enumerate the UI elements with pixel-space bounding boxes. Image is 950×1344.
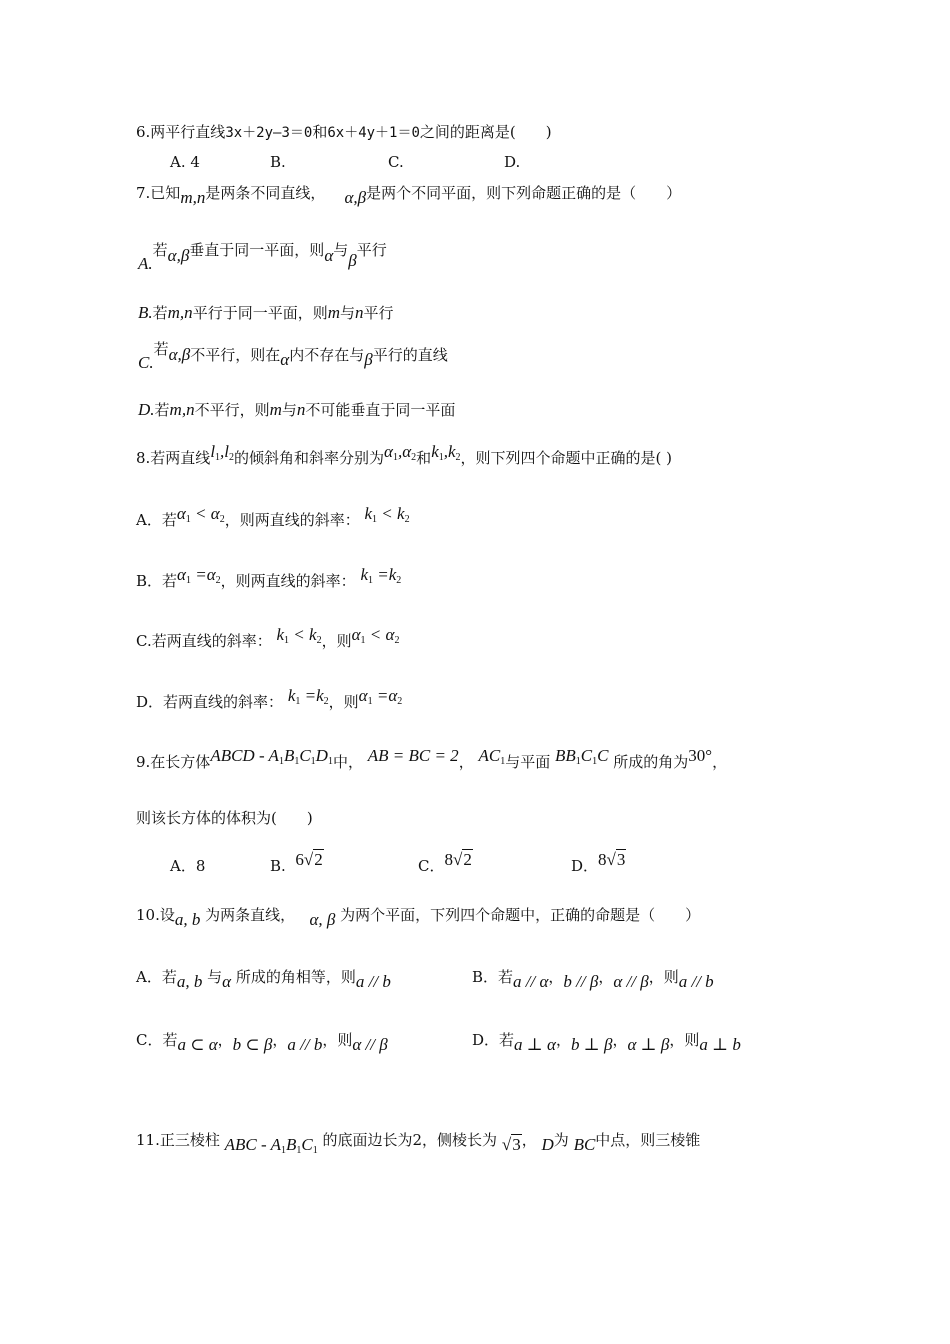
q7-a-alpha-beta: α,β — [167, 246, 190, 265]
q9-option-b — [270, 850, 324, 876]
q7-a-text: 若 — [152, 241, 168, 259]
q7-a-text-3: 与 — [333, 241, 349, 259]
q10-d-cond1: a ⊥ α — [514, 1035, 556, 1054]
q7-stem-text: 7.已知 — [136, 184, 181, 202]
q9-option-a: A．8 — [170, 857, 206, 875]
q8-b-rel2: = — [377, 565, 389, 584]
q7-d-m: m — [269, 400, 282, 419]
q7-c-alpha: α — [280, 350, 290, 369]
q10-stem — [136, 905, 701, 929]
q10-c-cond2: b ⊂ β — [232, 1035, 273, 1054]
q7-m-n: m,n — [180, 188, 206, 207]
q8-b-rel1: = — [195, 565, 207, 584]
q8-c-text: C.若两直线的斜率： — [136, 632, 272, 650]
q10-b-text: B．若 — [472, 968, 514, 986]
q7-b-text-3: 与 — [339, 304, 355, 322]
q10-option-d: D．若a ⊥ α，b ⊥ β，α ⊥ β，则a ⊥ b — [472, 1031, 741, 1054]
q9-stem-text-2: 中， — [332, 753, 363, 771]
q8-and: 和 — [416, 449, 432, 467]
q8-a-result: $k_1 < k_2$ — [364, 504, 410, 525]
q9-b-label: B. — [270, 857, 286, 875]
q8-a-text: A．若 — [136, 511, 177, 529]
q9-stem — [136, 746, 728, 778]
q10-a-alpha: α — [222, 972, 232, 991]
q10-c-cond1: a ⊂ α — [177, 1035, 218, 1054]
q6-line-2: 6x＋4y＋1＝0 — [327, 125, 420, 141]
q8-b-text: B．若 — [136, 572, 178, 590]
q6-stem-text: 6.两平行直线 — [136, 123, 226, 141]
q6-option-a: A. 4 — [170, 153, 200, 171]
q8-c-rel2: < — [369, 625, 382, 644]
q6-option-c: C. — [388, 153, 404, 171]
q9-question: 则该长方体的体积为( ) — [136, 809, 313, 827]
q7-option-b — [138, 303, 394, 323]
q8-b-result: $k_1 =k_2$ — [360, 565, 402, 586]
q7-a-label: A. — [138, 254, 153, 273]
q6-option-b: B. — [270, 153, 286, 171]
q11-stem-text-4: 中点，则三棱锥 — [595, 1131, 701, 1149]
q8-d-rel2: = — [376, 686, 389, 705]
q11-sqrt3: √3 — [501, 1135, 521, 1154]
q7-d-text-4: 不可能垂直于同一平面 — [305, 401, 456, 419]
q10-b-cond2: b // β — [563, 972, 599, 991]
q8-a-text-2: ，则两直线的斜率： — [224, 511, 360, 529]
q11-stem-text: 11.正三棱柱 — [136, 1131, 220, 1149]
q10-d-result: a ⊥ b — [699, 1035, 741, 1054]
q11-prism: ABC - $A_1B_1C_1$ — [224, 1135, 318, 1156]
q7-b-label: B. — [138, 303, 153, 322]
q10-a-text-2: 与 — [207, 968, 223, 986]
q10-a-ab: a, b — [176, 972, 203, 991]
q9-equality: AB = BC = 2 — [367, 746, 459, 765]
q8-alpha1-alpha2: $\alpha_1,\alpha_2$ — [384, 442, 417, 463]
q11-comma: ， — [521, 1131, 537, 1149]
q10-c-text: C．若 — [136, 1031, 178, 1049]
q7-c-text-3: 内不存在与 — [289, 346, 365, 364]
q7-c-text-4: 平行的直线 — [372, 346, 448, 364]
q9-b-value: 6√2 — [295, 850, 323, 869]
q7-a-text-4: 平行 — [356, 241, 387, 259]
q10-a-text-3: 所成的角相等，则 — [235, 968, 356, 986]
q10-d-cond2: b ⊥ β — [570, 1035, 613, 1054]
q9-option-c — [418, 850, 473, 876]
q7-b-text-4: 平行 — [363, 304, 394, 322]
q10-b-then: ，则 — [648, 968, 679, 986]
q8-a-rel1: < — [195, 504, 207, 523]
q11-stem-text-2: 的底面边长为2，侧棱长为 — [322, 1131, 498, 1149]
q7-c-text: 若 — [153, 340, 169, 358]
q6-question: 之间的距离是( ) — [419, 123, 552, 141]
q8-c-text-2: ，则 — [321, 632, 352, 650]
q10-d-cond3: α ⊥ β — [627, 1035, 670, 1054]
q7-b-text: 若 — [152, 304, 168, 322]
q7-option-d — [138, 400, 455, 420]
q7-d-text: 若 — [154, 401, 170, 419]
q7-option-a — [138, 241, 387, 273]
q7-c-label: C. — [138, 353, 154, 372]
q7-a-alpha: α — [324, 246, 334, 265]
q7-d-text-3: 与 — [281, 401, 297, 419]
q6-and: 和 — [312, 123, 328, 141]
q7-b-text-2: 平行于同一平面，则 — [192, 304, 328, 322]
q7-d-label: D. — [138, 400, 155, 419]
q11-stem — [136, 1130, 700, 1156]
q10-stem-text: 10.设 — [136, 906, 175, 924]
q10-a-b: a, b — [174, 910, 201, 929]
q10-d-text: D．若 — [472, 1031, 515, 1049]
q7-lines-text: 是两条不同直线， — [205, 184, 326, 202]
q8-l1-l2: $l_1,l_2$ — [210, 442, 235, 463]
q8-c-result: $\alpha_1 < \alpha_2$ — [351, 625, 400, 646]
q8-b-text-2: ，则两直线的斜率： — [220, 572, 356, 590]
q7-alpha-beta: α,β — [344, 188, 367, 207]
q9-stem-text-3: 与平面 — [505, 753, 551, 771]
q8-d-result: $\alpha_1 =\alpha_2$ — [358, 686, 403, 707]
q10-b-cond3: α // β — [613, 972, 649, 991]
q7-a-text-2: 垂直于同一平面，则 — [189, 241, 325, 259]
q8-k1-k2: $k_1,k_2$ — [431, 442, 461, 463]
q8-d-cond: $k_1 =k_2$ — [287, 686, 329, 707]
q9-d-value: 8√3 — [598, 850, 626, 869]
q8-a-rel2: < — [381, 504, 393, 523]
q9-comma: ， — [458, 753, 474, 771]
q7-d-text-2: 不平行，则 — [194, 401, 270, 419]
q8-option-d — [136, 686, 403, 718]
q7-d-n: n — [296, 400, 306, 419]
q7-stem — [136, 183, 682, 207]
q10-b-cond1: a // α — [513, 972, 549, 991]
q8-stem — [136, 442, 673, 474]
q8-c-cond: $k_1 < k_2$ — [276, 625, 322, 646]
q10-alpha-beta: α, β — [309, 910, 336, 929]
q7-b-m-n: m,n — [167, 303, 193, 322]
q7-b-n: n — [355, 303, 364, 322]
q9-stem-text-4: 所成的角为 — [613, 753, 689, 771]
q8-option-c — [136, 625, 400, 657]
q8-d-rel1: = — [304, 686, 317, 705]
q8-a-cond: $\alpha_1 < \alpha_2$ — [176, 504, 225, 525]
q11-bc: BC — [573, 1135, 596, 1154]
q6-option-d: D. — [504, 153, 521, 171]
q8-c-rel1: < — [293, 625, 305, 644]
q10-option-a — [136, 967, 391, 991]
q10-c-then: ，则 — [322, 1031, 353, 1049]
q7-a-beta: β — [348, 251, 357, 270]
q7-option-c — [138, 340, 448, 372]
q8-d-text: D．若两直线的斜率： — [136, 693, 284, 711]
q9-comma-2: ， — [712, 753, 728, 771]
q10-a-text: A．若 — [136, 968, 177, 986]
q10-a-result: a // b — [355, 972, 391, 991]
q10-option-b: B．若a // α，b // β，α // β，则a // b — [472, 968, 714, 991]
q9-plane: $BB_1C_1C$ — [555, 746, 609, 767]
q8-stem-text: 8.若两直线 — [136, 449, 211, 467]
q11-stem-text-3: 为 — [553, 1131, 569, 1149]
q10-stem-text-2: 为两条直线， — [205, 906, 296, 924]
q9-c-label: C． — [418, 857, 445, 875]
q10-c-result: α // β — [352, 1035, 388, 1054]
q10-option-c: C．若a ⊂ α，b ⊂ β，a // b，则α // β — [136, 1031, 388, 1054]
q10-c-cond3: a // b — [287, 1035, 323, 1054]
q9-ac1: $AC_1$ — [478, 746, 506, 767]
q7-b-m: m — [327, 303, 340, 322]
q7-d-m-n: m,n — [169, 400, 195, 419]
q6-line-1: 3x＋2y—3＝0 — [225, 125, 313, 141]
q9-c-value: 8√2 — [444, 850, 472, 869]
q7-c-alpha-beta: α,β — [168, 345, 191, 364]
q7-c-text-2: 不平行，则在 — [190, 346, 281, 364]
q8-stem-text-2: 的倾斜角和斜率分别为 — [234, 449, 385, 467]
q11-point-d: D — [541, 1135, 554, 1154]
q9-stem-text: 9.在长方体 — [136, 753, 211, 771]
q10-question: 为两个平面，下列四个命题中，正确的命题是（ ） — [340, 906, 701, 924]
q9-d-label: D． — [571, 857, 599, 875]
q8-question: ，则下列四个命题中正确的是( ) — [460, 449, 673, 467]
q10-b-result: a // b — [678, 972, 714, 991]
q8-option-b — [136, 565, 402, 597]
q8-d-text-2: ，则 — [328, 693, 359, 711]
q7-c-beta: β — [364, 350, 373, 369]
q7-question: 是两个不同平面，则下列命题正确的是（ ） — [366, 184, 682, 202]
q9-cuboid: ABCD - $A_1B_1C_1D_1$ — [210, 746, 333, 767]
q9-option-d — [571, 850, 626, 876]
q10-d-then: ，则 — [669, 1031, 700, 1049]
q8-option-a — [136, 504, 410, 536]
q8-b-cond: $\alpha_1 =\alpha_2$ — [177, 565, 221, 586]
q6-stem — [136, 122, 552, 143]
q9-angle: 30° — [688, 746, 713, 765]
